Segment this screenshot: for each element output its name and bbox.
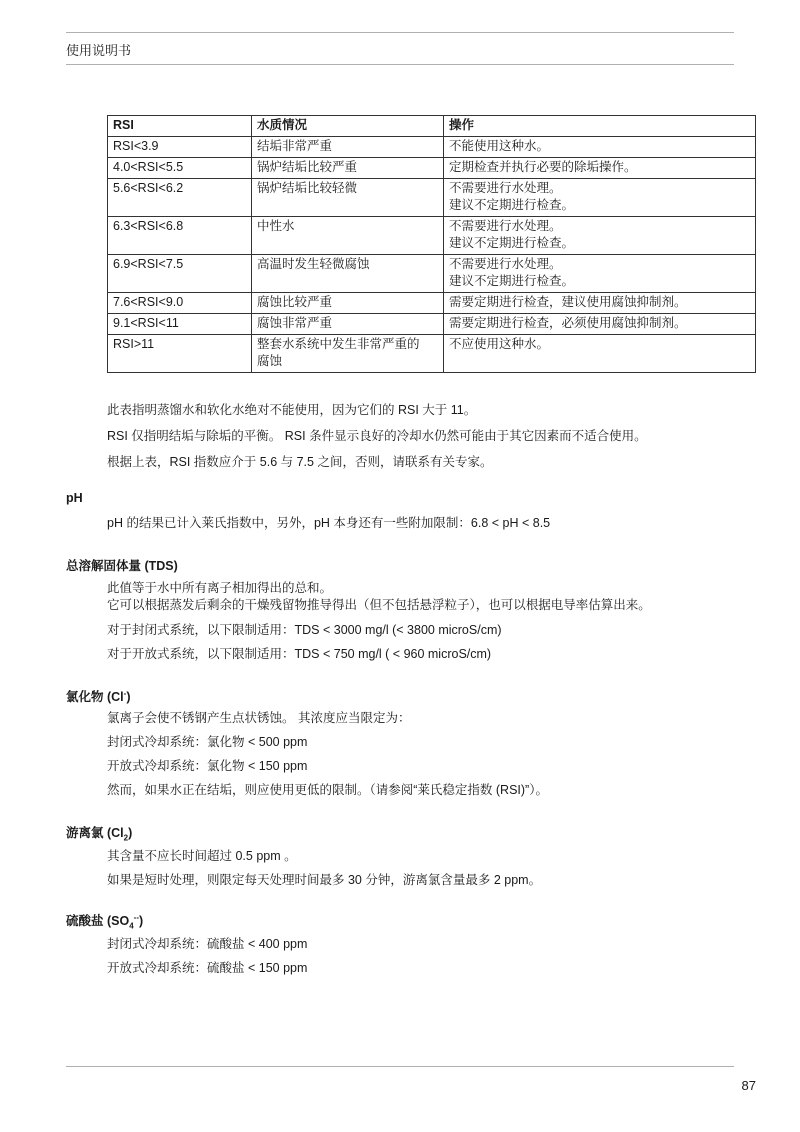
water-condition-cell: 锅炉结垢比较轻微 bbox=[252, 179, 444, 217]
table-note-distilled-water: 此表指明蒸馏水和软化水绝对不能使用，因为它们的 RSI 大于 11。 bbox=[107, 403, 477, 417]
table-note-rsi-range: 根据上表，RSI 指数应介于 5.6 与 7.5 之间，否则，请联系有关专家。 bbox=[107, 455, 493, 469]
chloride-scaling-note: 然而，如果水正在结垢，则应使用更低的限制。（请参阅“莱氏稳定指数 (RSI)”）。 bbox=[107, 783, 548, 797]
action-line: 不应使用这种水。 bbox=[449, 337, 550, 351]
column-header-water-condition: 水质情况 bbox=[252, 116, 444, 137]
table-row bbox=[108, 158, 756, 179]
rsi-range-cell: 9.1<RSI<11 bbox=[108, 314, 252, 335]
tds-line: 它可以根据蒸发后剩余的干燥残留物推导得出（但不包括悬浮粒子），也可以根据电导率估算出来。 bbox=[107, 598, 651, 612]
heading-text-end: ) bbox=[138, 914, 144, 928]
page-number: 87 bbox=[741, 1078, 756, 1093]
action-cell bbox=[444, 137, 756, 158]
action-cell bbox=[444, 179, 756, 217]
section-heading-free-chlorine bbox=[66, 823, 132, 843]
table-row bbox=[108, 335, 756, 373]
rsi-range-cell: RSI>11 bbox=[108, 335, 252, 373]
chloride-line: 氯离子会使不锈钢产生点状锈蚀。 其浓度应当限定为： bbox=[107, 711, 411, 725]
action-cell bbox=[444, 158, 756, 179]
document-header-title: 使用说明书 bbox=[66, 43, 132, 58]
rsi-range-cell: 5.6<RSI<6.2 bbox=[108, 179, 252, 217]
action-cell bbox=[444, 255, 756, 293]
heading-subscript: 2 bbox=[123, 833, 129, 843]
action-line: 定期检查并执行必要的除垢操作。 bbox=[449, 160, 637, 174]
heading-text-end: ) bbox=[128, 826, 133, 840]
table-row bbox=[108, 179, 756, 217]
water-condition-cell bbox=[252, 335, 444, 373]
header-bottom-rule bbox=[66, 64, 734, 65]
action-line: 不能使用这种水。 bbox=[449, 139, 550, 153]
chloride-open-limit: 开放式冷却系统：氯化物 < 150 ppm bbox=[107, 759, 308, 773]
tds-line: 此值等于水中所有离子相加得出的总和。 bbox=[107, 581, 333, 595]
section-heading-sulfate bbox=[66, 911, 143, 931]
water-condition-cell: 腐蚀比较严重 bbox=[252, 293, 444, 314]
condition-line: 整套水系统中发生非常严重的 bbox=[257, 337, 420, 351]
rsi-range-cell: 4.0<RSI<5.5 bbox=[108, 158, 252, 179]
table-row bbox=[108, 293, 756, 314]
table-header-row bbox=[108, 116, 756, 137]
rsi-table bbox=[107, 115, 756, 373]
tds-open-limit: 对于开放式系统，以下限制适用：TDS < 750 mg/l ( < 960 microS/cm) bbox=[107, 647, 492, 661]
action-line: 需要定期进行检查，建议使用腐蚀抑制剂。 bbox=[449, 295, 687, 309]
action-cell bbox=[444, 314, 756, 335]
sulfate-closed-limit: 封闭式冷却系统：硫酸盐 < 400 ppm bbox=[107, 937, 308, 951]
condition-line: 腐蚀 bbox=[257, 354, 283, 368]
column-header-action: 操作 bbox=[444, 116, 756, 137]
section-heading-tds: 总溶解固体量 (TDS) bbox=[66, 559, 178, 573]
ph-paragraph: pH 的结果已计入莱氏指数中，另外，pH 本身还有一些附加限制：6.8 < pH < 8.5 bbox=[107, 516, 551, 530]
table-note-rsi-balance: RSI 仅指明结垢与除垢的平衡。 RSI 条件显示良好的冷却水仍然可能由于其它因素而不适合使用。 bbox=[107, 429, 647, 443]
rsi-range-cell: 6.9<RSI<7.5 bbox=[108, 255, 252, 293]
table-row bbox=[108, 137, 756, 158]
heading-text: 氯化物 (Cl bbox=[66, 690, 124, 704]
action-line: 不需要进行水处理。 bbox=[449, 219, 562, 233]
action-line: 需要定期进行检查，必须使用腐蚀抑制剂。 bbox=[449, 316, 687, 330]
heading-superscript: - bbox=[123, 688, 127, 698]
rsi-range-cell: RSI<3.9 bbox=[108, 137, 252, 158]
section-heading-chloride bbox=[66, 687, 130, 705]
water-condition-cell: 高温时发生轻微腐蚀 bbox=[252, 255, 444, 293]
action-cell bbox=[444, 293, 756, 314]
rsi-range-cell: 6.3<RSI<6.8 bbox=[108, 217, 252, 255]
section-heading-ph: pH bbox=[66, 491, 83, 505]
free-chlorine-line: 其含量不应长时间超过 0.5 ppm 。 bbox=[107, 849, 297, 863]
heading-subscript: 4 bbox=[129, 921, 134, 931]
heading-text-end: ) bbox=[126, 690, 131, 704]
sulfate-open-limit: 开放式冷却系统：硫酸盐 < 150 ppm bbox=[107, 961, 308, 975]
rsi-range-cell: 7.6<RSI<9.0 bbox=[108, 293, 252, 314]
water-condition-cell: 结垢非常严重 bbox=[252, 137, 444, 158]
footer-rule bbox=[66, 1066, 734, 1067]
column-header-rsi: RSI bbox=[108, 116, 252, 137]
water-condition-cell: 中性水 bbox=[252, 217, 444, 255]
heading-superscript: -- bbox=[133, 912, 139, 922]
action-line: 不需要进行水处理。 bbox=[449, 257, 562, 271]
action-line: 建议不定期进行检查。 bbox=[449, 198, 575, 212]
table-row bbox=[108, 255, 756, 293]
tds-closed-limit: 对于封闭式系统，以下限制适用：TDS < 3000 mg/l (< 3800 microS/cm) bbox=[107, 623, 502, 637]
heading-text: 游离氯 (Cl bbox=[66, 826, 124, 840]
heading-text: 硫酸盐 (SO bbox=[66, 914, 130, 928]
action-cell bbox=[444, 217, 756, 255]
action-cell bbox=[444, 335, 756, 373]
action-line: 不需要进行水处理。 bbox=[449, 181, 562, 195]
chloride-closed-limit: 封闭式冷却系统：氯化物 < 500 ppm bbox=[107, 735, 308, 749]
free-chlorine-line: 如果是短时处理，则限定每天处理时间最多 30 分钟，游离氯含量最多 2 ppm。 bbox=[107, 873, 542, 887]
table-row bbox=[108, 314, 756, 335]
water-condition-cell: 锅炉结垢比较严重 bbox=[252, 158, 444, 179]
water-condition-cell: 腐蚀非常严重 bbox=[252, 314, 444, 335]
table-row bbox=[108, 217, 756, 255]
header-top-rule bbox=[66, 32, 734, 33]
action-line: 建议不定期进行检查。 bbox=[449, 236, 575, 250]
action-line: 建议不定期进行检查。 bbox=[449, 274, 575, 288]
